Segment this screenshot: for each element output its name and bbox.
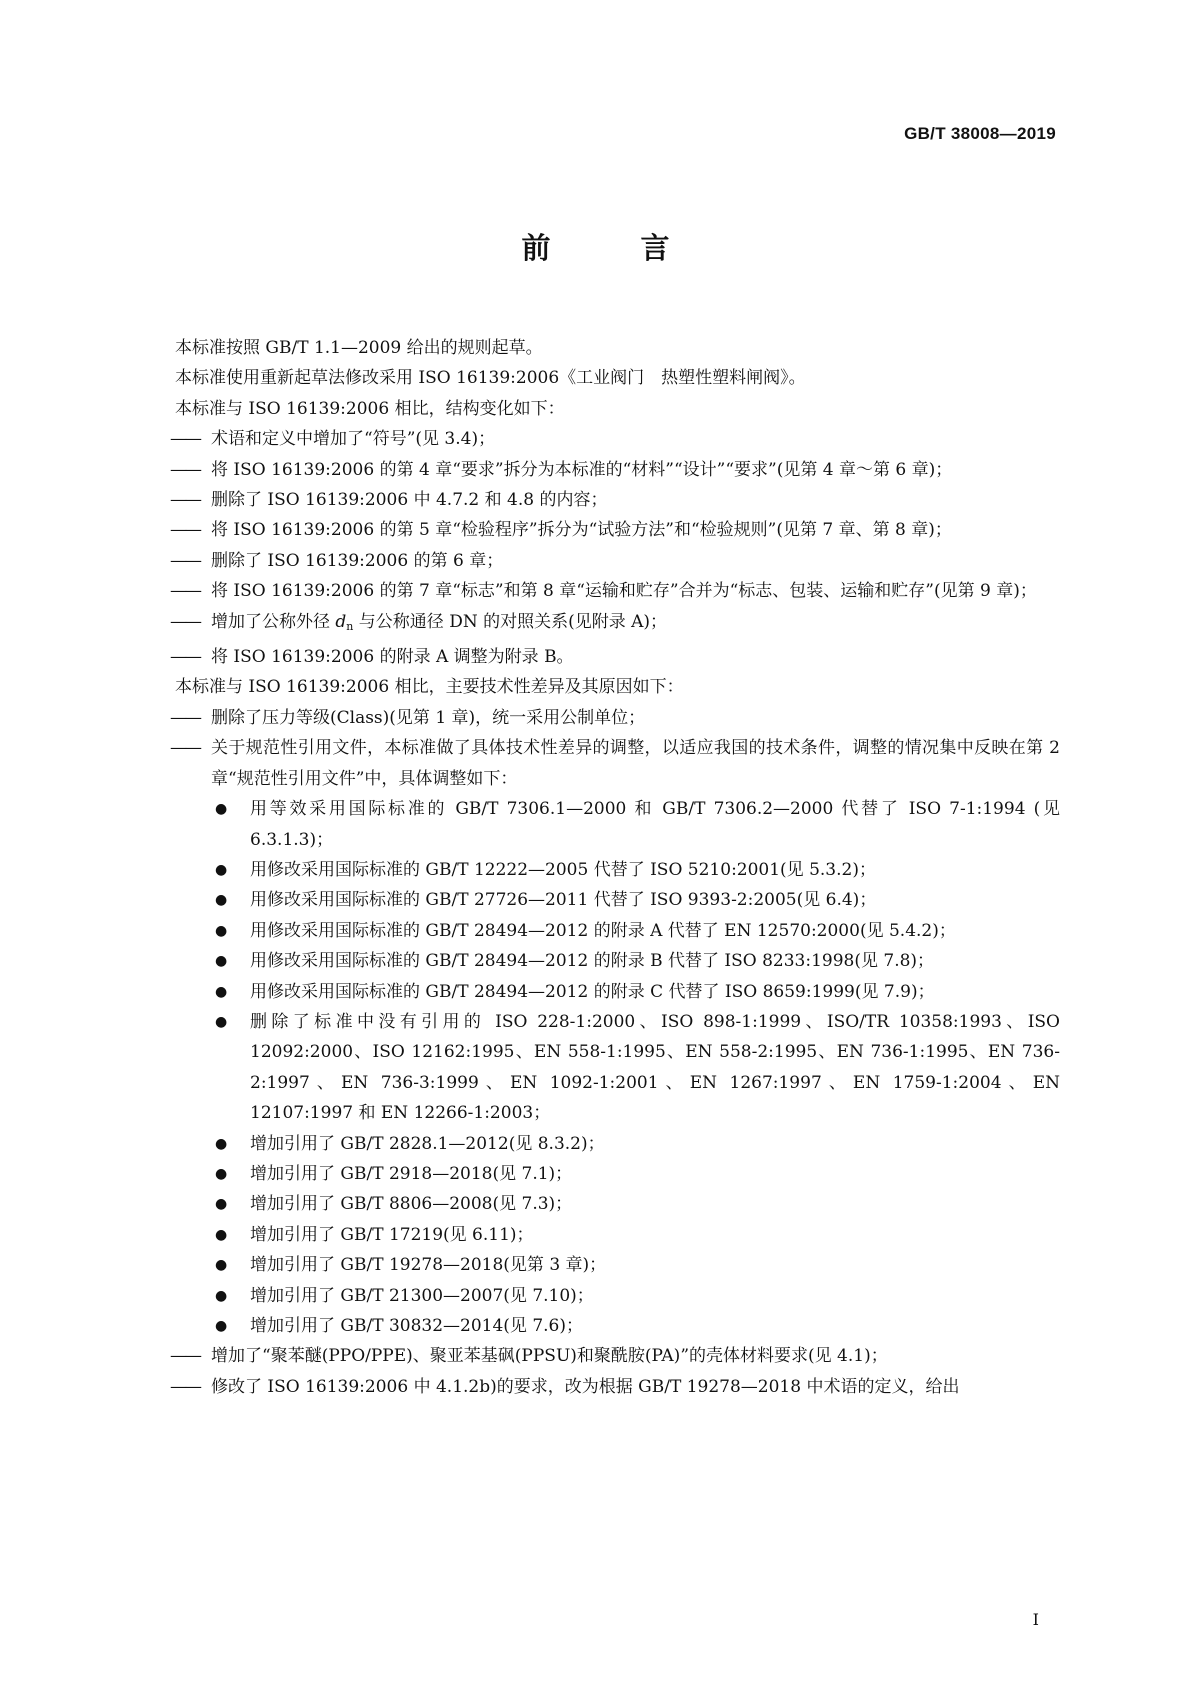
dn-subscript: n (346, 619, 354, 633)
dash-mark: —— (170, 1346, 200, 1367)
list-item: —— 修改了 ISO 16139:2006 中 4.1.2b)的要求，改为根据 GB/T 19278—2018 中术语的定义，给出 (175, 1372, 1060, 1402)
bullet-icon: ● (215, 801, 228, 818)
paragraph: 本标准使用重新起草法修改采用 ISO 16139:2006《工业阀门 热塑性塑料闸阀》。 (175, 368, 806, 389)
dash-mark: —— (170, 459, 200, 480)
bullet-icon: ● (215, 1226, 228, 1243)
page-title: 前 言 (521, 231, 710, 265)
bullet-item: ● 增加引用了 GB/T 2828.1—2012(见 8.3.2)； (175, 1129, 1060, 1159)
list-item: —— 删除了压力等级(Class)(见第 1 章)，统一采用公制单位； (175, 703, 1060, 733)
list-item: —— 将 ISO 16139:2006 的第 5 章“检验程序”拆分为“试验方法”和“检验规则”(见第 7 章、第 8 章)； (175, 515, 1060, 545)
dash-mark: —— (170, 429, 200, 450)
bullet-icon: ● (215, 1257, 228, 1274)
dash-mark: —— (170, 490, 200, 511)
bullet-icon: ● (215, 861, 228, 878)
page-number: I (1032, 1610, 1039, 1629)
bullet-icon: ● (215, 983, 228, 1000)
paragraph: 本标准与 ISO 16139:2006 相比，结构变化如下： (175, 398, 565, 419)
list-item: —— 关于规范性引用文件，本标准做了具体技术性差异的调整，以适应我国的技术条件，调整的情况集中反映在第 2 章“规范性引用文件”中，具体调整如下： (175, 733, 1060, 794)
bullet-icon: ● (215, 1318, 228, 1334)
bullet-icon: ● (215, 1196, 228, 1213)
bullet-icon: ● (215, 892, 228, 909)
dash-mark: —— (170, 1376, 200, 1397)
bullet-item: ● 用等效采用国际标准的 GB/T 7306.1—2000 和 GB/T 7306.2—2000 代替了 ISO 7-1:1994 (见6.3.1.3)； (175, 794, 1060, 855)
dash-mark: —— (170, 581, 200, 602)
paragraph: 本标准按照 GB/T 1.1—2009 给出的规则起草。 (175, 338, 543, 358)
dash-mark: —— (170, 611, 200, 632)
bullet-item: ● 增加引用了 GB/T 2918—2018(见 7.1)； (175, 1159, 1060, 1189)
list-item: —— 删除了 ISO 16139:2006 中 4.7.2 和 4.8 的内容； (175, 485, 1060, 515)
bullet-item: ● 增加引用了 GB/T 21300—2007(见 7.10)； (175, 1281, 1060, 1311)
list-item: —— 删除了 ISO 16139:2006 的第 6 章； (175, 546, 1060, 576)
bullet-icon: ● (215, 1165, 228, 1182)
bullet-icon: ● (215, 1287, 228, 1304)
bullet-icon: ● (215, 922, 228, 939)
list-item: —— 将 ISO 16139:2006 的附录 A 调整为附录 B。 (175, 642, 1060, 672)
bullet-item: ● 用修改采用国际标准的 GB/T 12222—2005 代替了 ISO 5210:2001(见 5.3.2)； (175, 855, 1060, 885)
dash-mark: —— (170, 738, 200, 759)
bullet-item: ● 用修改采用国际标准的 GB/T 27726—2011 代替了 ISO 9393-2:2005(见 6.4)； (175, 885, 1060, 915)
standard-code: GB/T 38008—2019 (904, 124, 1056, 143)
dn-symbol: d (335, 611, 347, 632)
bullet-item: ● 用修改采用国际标准的 GB/T 28494—2012 的附录 B 代替了 ISO 8233:1998(见 7.8)； (175, 946, 1060, 976)
bullet-icon: ● (215, 1135, 228, 1152)
list-item: —— 增加了“聚苯醚(PPO/PPE)、聚亚苯基砜(PPSU)和聚酰胺(PA)”的壳体材料要求(见 4.1)； (175, 1341, 1060, 1371)
list-item: —— 术语和定义中增加了“符号”(见 3.4)； (175, 424, 1060, 454)
dash-mark: —— (170, 520, 200, 541)
bullet-icon: ● (215, 953, 228, 970)
bullet-item: ● 用修改采用国际标准的 GB/T 28494—2012 的附录 C 代替了 ISO 8659:1999(见 7.9)； (175, 977, 1060, 1007)
bullet-item: ● 删除了标准中没有引用的 ISO 228-1:2000、ISO 898-1:1999、ISO/TR 10358:1993、ISO 12092:2000、ISO 12162:1995、EN 558-1:1995、EN 558-2:1995、EN 736-1:1995、EN 736-2:1997、EN 736-3:1999、EN 1092-1:2001、EN 1267:1997、EN 1759-1:2004、EN 12107:1997 和 EN 12266-1:2003； (175, 1007, 1060, 1129)
bullet-icon: ● (215, 1013, 228, 1030)
bullet-item: ● 增加引用了 GB/T 19278—2018(见第 3 章)； (175, 1250, 1060, 1280)
paragraph: 本标准与 ISO 16139:2006 相比，主要技术性差异及其原因如下： (175, 677, 684, 698)
list-item: —— 将 ISO 16139:2006 的第 4 章“要求”拆分为本标准的“材料”“设计”“要求”(见第 4 章～第 6 章)； (175, 455, 1060, 485)
dash-mark: —— (170, 707, 200, 728)
bullet-item: ● 增加引用了 GB/T 8806—2008(见 7.3)； (175, 1189, 1060, 1219)
bullet-item: ● 增加引用了 GB/T 17219(见 6.11)； (175, 1220, 1060, 1250)
list-item: —— 增加了公称外径 $d_n$ 与公称通径 DN 的对照关系(见附录 A)； (175, 607, 1060, 642)
list-item: —— 将 ISO 16139:2006 的第 7 章“标志”和第 8 章“运输和贮存”合并为“标志、包装、运输和贮存”(见第 9 章)； (175, 576, 1060, 606)
foreword-body (170, 333, 1060, 1402)
bullet-item: ● 用修改采用国际标准的 GB/T 28494—2012 的附录 A 代替了 EN 12570:2000(见 5.4.2)； (175, 916, 1060, 946)
bullet-item: ● 增加引用了 GB/T 30832—2014(见 7.6)； (175, 1311, 1060, 1341)
dash-mark: —— (170, 647, 200, 668)
dash-mark: —— (170, 550, 200, 571)
